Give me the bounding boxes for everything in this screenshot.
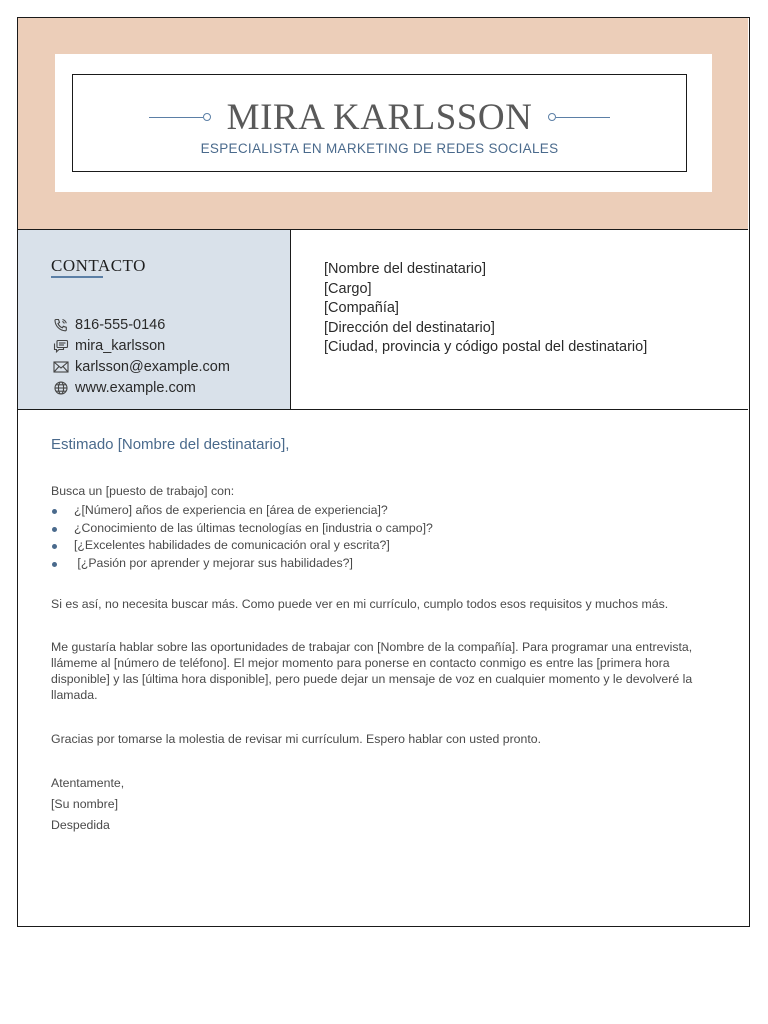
contact-phone-text: 816-555-0146	[75, 316, 166, 333]
letter-closing	[51, 773, 124, 836]
mail-icon	[52, 359, 69, 374]
contact-chat	[52, 335, 230, 356]
contact-website-text[interactable]: www.example.com	[75, 379, 196, 396]
recipient-panel	[291, 230, 748, 410]
letter-paragraph-2: Me gustaría hablar sobre las oportunidades de trabajar con [Nombre de la compañía]. Para programar una entrevista, llámeme al [número de teléfono]. El mejor momento para ponerse en contacto conmigo es entre las [primera hora disponible] y las [última hora disponible], pero puede dejar un mensaje de voz en cualquier momento y le devolveré la llamada.	[51, 640, 693, 702]
contact-chat-text: mira_karlsson	[75, 337, 166, 354]
contact-phone	[52, 314, 230, 335]
header-band	[18, 18, 748, 230]
letter-paragraph-3: Gracias por tomarse la molestia de revisar mi currículum. Espero hablar con usted pronto.	[51, 732, 542, 746]
recipient-street: [Dirección del destinatario]	[324, 319, 495, 336]
contact-heading: CONTACTO	[51, 256, 146, 275]
name-row	[73, 93, 686, 141]
recipient-name: [Nombre del destinatario]	[324, 261, 486, 277]
contact-panel	[18, 230, 291, 410]
closing-salutation: Atentamente,	[51, 776, 125, 790]
closing-signature-name: [Su nombre]	[51, 797, 118, 811]
phone-icon	[52, 317, 69, 332]
letter-greeting: Estimado [Nombre del destinatario],	[51, 436, 290, 453]
chat-icon	[52, 338, 69, 353]
contact-heading-underline	[51, 276, 103, 278]
list-item: ¿[Número] años de experiencia en [área de experiencia]?	[51, 502, 433, 520]
letter-intro: Busca un [puesto de trabajo] con:	[51, 484, 235, 498]
name-box	[72, 74, 687, 172]
list-item: [¿Excelentes habilidades de comunicación oral y escrita?]	[51, 537, 433, 555]
contact-email	[52, 356, 230, 377]
recipient-company: [Compañía]	[324, 300, 399, 316]
applicant-title: ESPECIALISTA EN MARKETING DE REDES SOCIALES	[200, 141, 559, 156]
contact-website	[52, 377, 230, 398]
contact-email-text[interactable]: karlsson@example.com	[75, 358, 230, 375]
decorative-line-right-icon	[542, 111, 610, 123]
globe-icon	[52, 380, 69, 395]
letter-paragraph-1: Si es así, no necesita buscar más. Como puede ver en mi currículo, cumplo todos esos requisitos y muchos más.	[51, 597, 669, 611]
recipient-city: [Ciudad, provincia y código postal del destinatario]	[324, 339, 648, 355]
decorative-line-left-icon	[149, 111, 217, 123]
list-item: [¿Pasión por aprender y mejorar sus habilidades?]	[51, 555, 433, 573]
header-card	[55, 54, 712, 192]
applicant-name: MIRA KARLSSON	[226, 96, 533, 138]
requirements-list	[51, 502, 433, 572]
contact-list	[52, 314, 230, 398]
document-frame	[17, 17, 750, 927]
recipient-address	[324, 260, 647, 358]
closing-farewell: Despedida	[51, 818, 110, 832]
list-item: ¿Conocimiento de las últimas tecnologías en [industria o campo]?	[51, 520, 433, 538]
recipient-position: [Cargo]	[324, 280, 372, 297]
